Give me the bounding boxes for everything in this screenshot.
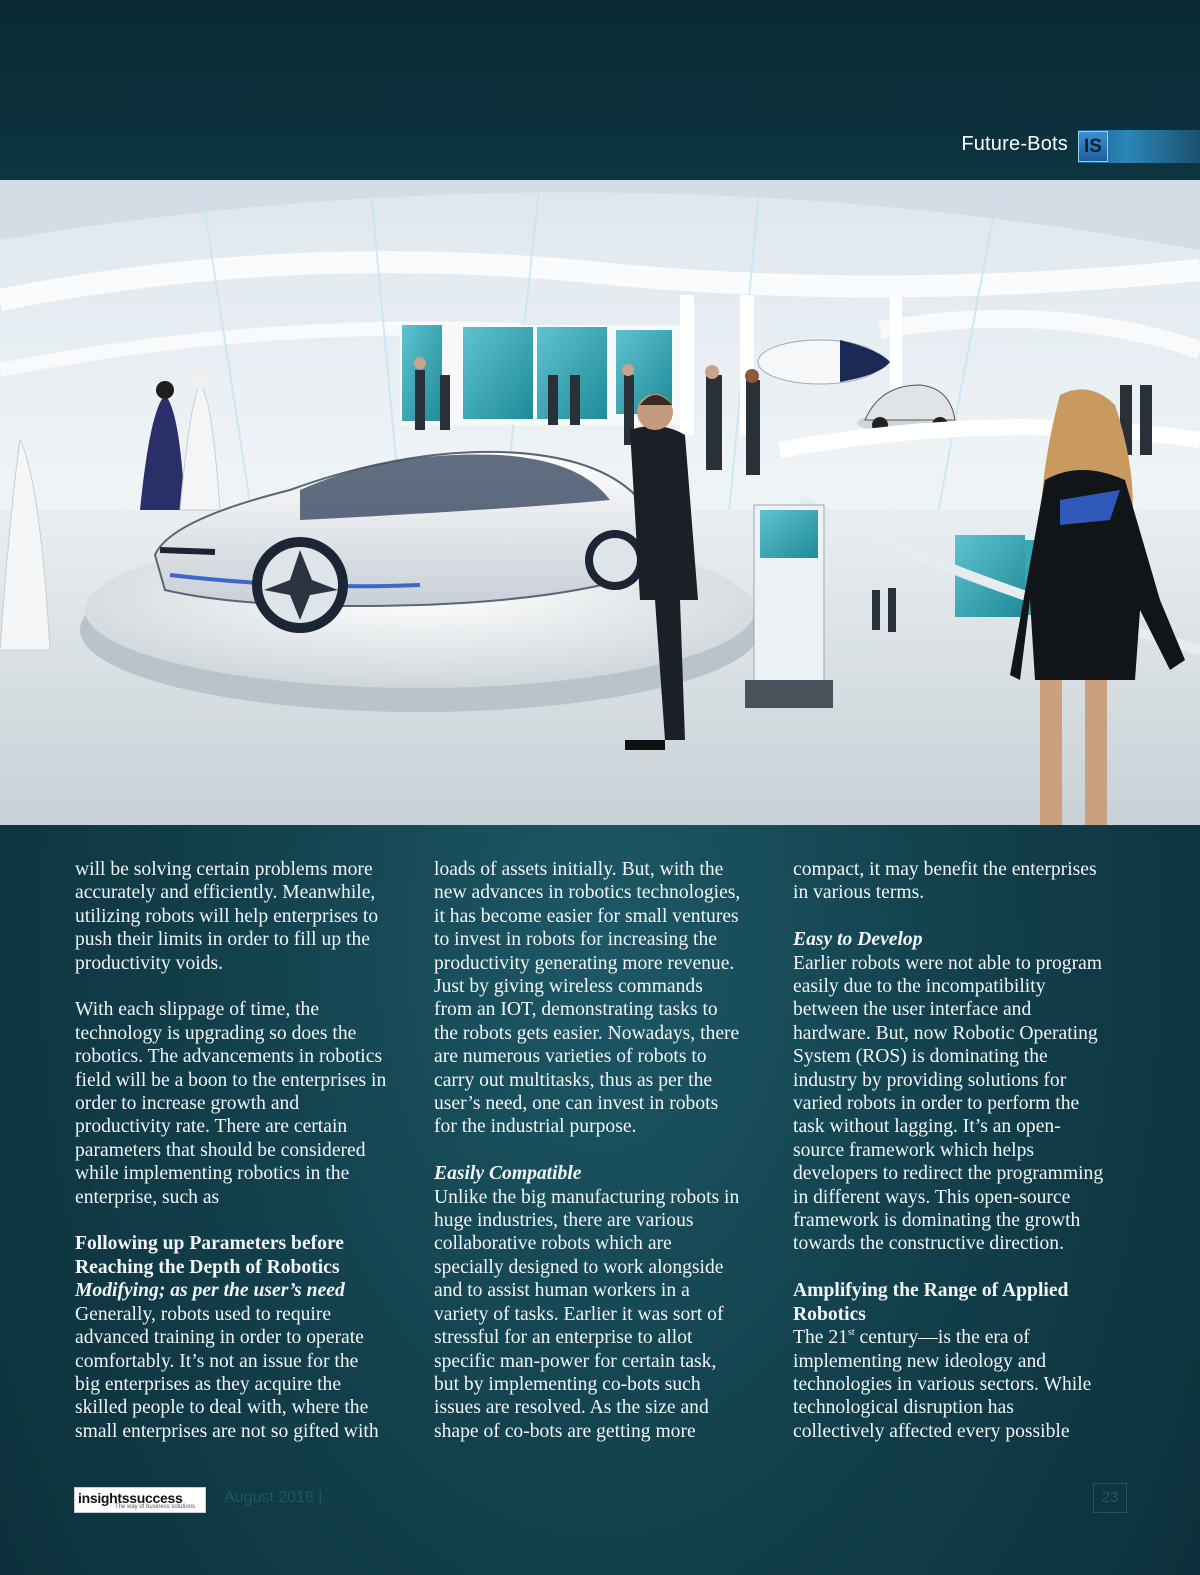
page-number: 23 xyxy=(1093,1483,1127,1513)
paragraph: will be solving certain problems more accurately and efficiently. Meanwhile, utilizing robots will help enterprises to push their limits in order to fill up the productivity voids. xyxy=(75,859,379,974)
paragraph: With each slippage of time, the technology is upgrading so does the robotics. The advancements in robotics field will be a boon to the enterprises in order to increase growth and productivity rate. There are certain parameters that should be considered while implementing robotics in the enterprise, such as xyxy=(75,999,387,1208)
subheading: Modifying; as per the user’s need xyxy=(75,1280,345,1302)
paragraph: Unlike the big manufacturing robots in huge industries, there are various collaborative robots which are specially designed to work alongside and to assist human workers in a variety of tasks. Earlier it was sort of stressful for an enterprise to allot specific man-power for certain task, but by implementing co-bots such issues are resolved. As the size and shape of co-bots are getting more xyxy=(434,1186,740,1442)
paragraph: loads of assets initially. But, with the new advances in robotics technologies, it has become easier for small ventures to invest in robots for increasing the productivity generating more revenue. Just by giving wireless commands from an IOT, demonstrating tasks to the robots gets easier. Nowadays, there are numerous varieties of robots to carry out multitasks, thus as per the user’s need, one can invest in robots for the industrial purpose. xyxy=(434,859,741,1138)
subheading: Easily Compatible xyxy=(434,1163,582,1185)
paragraph: Generally, robots used to require advanced training in order to operate comfortably. It’s not an issue for the big enterprises as they acquire the skilled people to deal with, where the small enterprises are not so gifted with xyxy=(75,1303,379,1442)
paragraph: The 21st century—is the era of implementing new ideology and technologies in various sectors. While technological disruption has collectively affected every possible xyxy=(793,1327,1092,1442)
issue-date: August 2018 | xyxy=(224,1489,323,1506)
paragraph: compact, it may benefit the enterprises in various terms. xyxy=(793,859,1097,904)
page-header xyxy=(0,0,1200,180)
showroom-illustration xyxy=(0,180,1200,825)
text-column-2 xyxy=(434,858,770,1443)
logo-wordmark: insightssuccess xyxy=(78,1490,183,1506)
paragraph: Earlier robots were not able to program easily due to the incompatibility between the user interface and hardware. But, now Robotic Operating System (ROS) is dominating the industry by providing solutions for varied robots in order to perform the task without lagging. It’s an open- source framework which helps developers to redirect the programming in different ways. This open-source framework is dominating the growth towards the constructive direction. xyxy=(793,952,1104,1255)
hero-image xyxy=(0,180,1200,825)
subheading: Easy to Develop xyxy=(793,929,923,951)
logo-tagline: The way of business solutions xyxy=(115,1504,196,1510)
section-heading: Following up Parameters before Reaching the Depth of Robotics xyxy=(75,1233,345,1278)
section-heading: Amplifying the Range of Applied Robotics xyxy=(793,1280,1069,1325)
is-logo-badge: IS xyxy=(1078,131,1108,162)
text-column-1 xyxy=(75,858,410,1443)
text-column-3 xyxy=(793,858,1129,1443)
section-title: Future-Bots xyxy=(961,133,1068,155)
insights-success-logo xyxy=(74,1487,206,1513)
